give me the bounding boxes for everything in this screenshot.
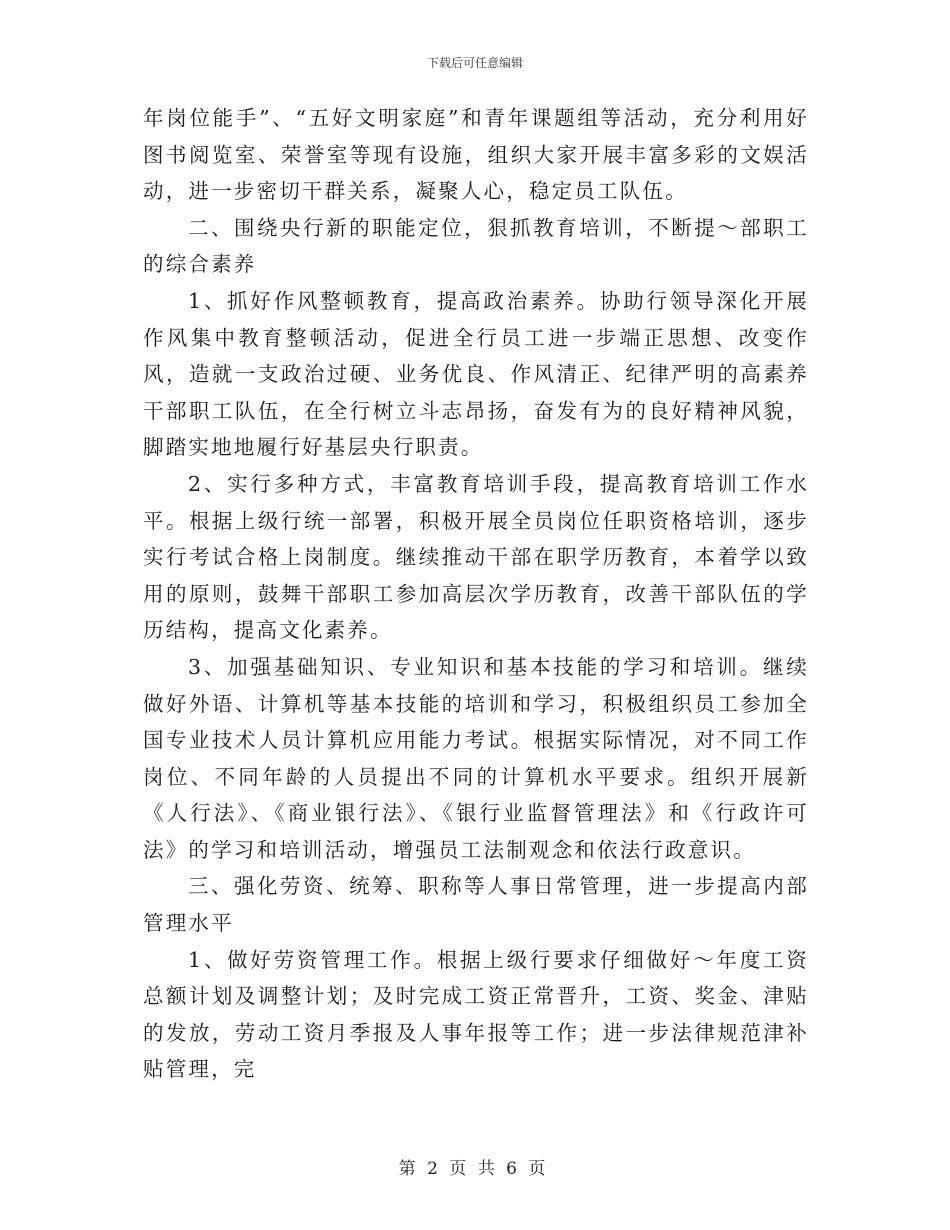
section-heading-2: 二、围绕央行新的职能定位，狠抓教育培训，不断提～部职工的综合素养 xyxy=(143,215,809,277)
footer-prefix: 第 xyxy=(398,1159,416,1179)
footer-page-label: 页 xyxy=(449,1159,467,1179)
footer-suffix: 页 xyxy=(528,1159,546,1179)
footer-total-label: 共 xyxy=(477,1159,495,1179)
section-heading-3: 三、强化劳资、统筹、职称等人事日常管理，进一步提高内部管理水平 xyxy=(143,874,809,936)
paragraph-2-3: 3、加强基础知识、专业知识和基本技能的学习和培训。继续做好外语、计算机等基本技能的培训和学习，积极组织员工参加全国专业技术人员计算机应用能力考试。根据实际情况，对不同工作岗位、不同年龄的人员提出不同的计算机水平要求。组织开展新《人行法》、《商业银行法》、《银行业监督管理法》和《行政许可法》的学习和培训活动，增强员工法制观念和依法行政意识。 xyxy=(143,654,809,862)
paragraph-1: 年岗位能手”、“五好文明家庭”和青年课题组等活动，充分利用好图书阅览室、荣誉室等现有设施，组织大家开展丰富多彩的文娱活动，进一步密切干群关系，凝聚人心，稳定员工队伍。 xyxy=(143,106,809,204)
current-page-number: 2 xyxy=(427,1159,438,1179)
total-pages-number: 6 xyxy=(506,1159,517,1179)
page-header: 下载后可任意编辑 xyxy=(426,56,523,70)
page-footer xyxy=(0,1154,950,1179)
paragraph-2-1: 1、抓好作风整顿教育，提高政治素养。协助行领导深化开展作风集中教育整顿活动，促进全行员工进一步端正思想、改变作风，造就一支政治过硬、业务优良、作风清正、纪律严明的高素养干部职工队伍，在全行树立斗志昂扬，奋发有为的良好精神风貌，脚踏实地地履行好基层央行职责。 xyxy=(143,288,809,460)
document-body xyxy=(143,100,809,1088)
paragraph-3-1: 1、做好劳资管理工作。根据上级行要求仔细做好～年度工资总额计划及调整计划；及时完成工资正常晋升，工资、奖金、津贴的发放，劳动工资月季报及人事年报等工作；进一步法律规范津补贴管理，完 xyxy=(143,947,809,1082)
paragraph-2-2: 2、实行多种方式，丰富教育培训手段，提高教育培训工作水平。根据上级行统一部署，积极开展全员岗位任职资格培训，逐步实行考试合格上岗制度。继续推动干部在职学历教育，本着学以致用的原则，鼓舞干部职工参加高层次学历教育，改善干部队伍的学历结构，提高文化素养。 xyxy=(143,471,809,643)
